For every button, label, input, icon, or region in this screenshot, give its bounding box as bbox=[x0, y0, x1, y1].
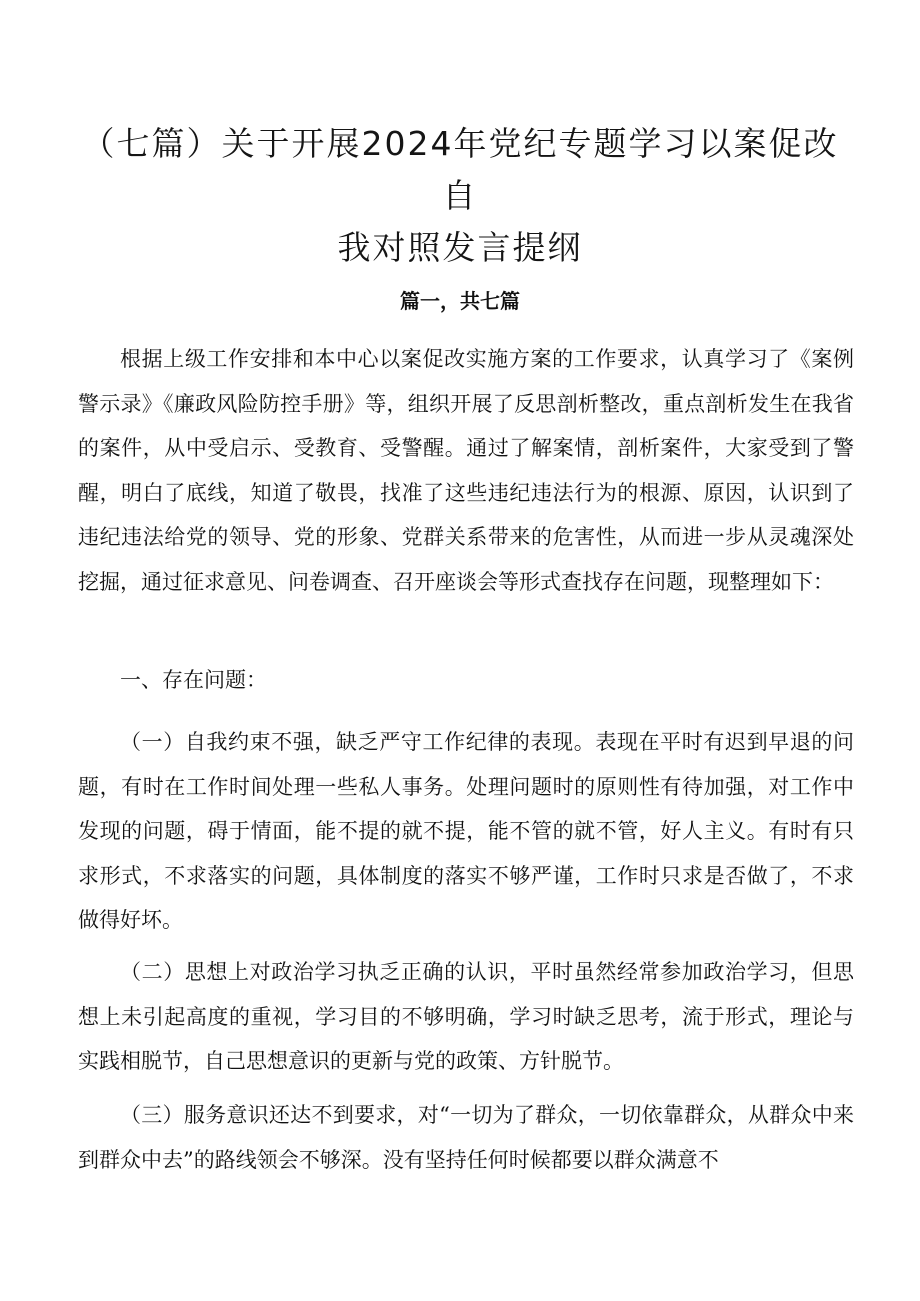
paragraph-intro: 根据上级工作安排和本中心以案促改实施方案的工作要求，认真学习了《案例警示录》《廉政风险防控手册》等，组织开展了反思剖析整改，重点剖析发生在我省的案件，从中受启示、受教育、受警醒。通过了解案情，剖析案件，大家受到了警醒，明白了底线，知道了敬畏，找准了这些违纪违法行为的根源、原因，认识到了违纪违法给党的领导、党的形象、党群关系带来的危害性，从而进一步从灵魂深处挖掘，通过征求意见、问卷调查、召开座谈会等形式查找存在问题，现整理如下： bbox=[78, 347, 854, 594]
section-heading: 篇一，共七篇 bbox=[400, 289, 520, 313]
paragraph-problem-2: （二）思想上对政治学习执乏正确的认识，平时虽然经常参加政治学习，但思想上未引起高度的重视，学习目的不够明确，学习时缺乏思考，流于形式，理论与实践相脱节，自己思想意识的更新与党的政策、方针脱节。 bbox=[78, 960, 854, 1073]
document-title bbox=[70, 118, 850, 274]
paragraph-problems-heading: 一、存在问题： bbox=[120, 668, 267, 692]
document-title-line-2: 我对照发言提纲 bbox=[337, 228, 583, 267]
paragraph-problem-3: （三）服务意识还达不到要求，对“一切为了群众，一切依靠群众，从群众中来到群众中去”的路线领会不够深。没有坚持任何时候都要以群众满意不 bbox=[78, 1103, 854, 1172]
document-title-line-1: （七篇）关于开展2024年党纪专题学习以案促改自 bbox=[81, 124, 839, 215]
paragraph-problem-1: （一）自我约束不强，缺乏严守工作纪律的表现。表现在平时有迟到早退的问题，有时在工作时间处理一些私人事务。处理问题时的原则性有待加强，对工作中发现的问题，碍于情面，能不提的就不提，能不管的就不管，好人主义。有时有只求形式，不求落实的问题，具体制度的落实不够严谨，工作时只求是否做了，不求做得好坏。 bbox=[78, 730, 854, 932]
